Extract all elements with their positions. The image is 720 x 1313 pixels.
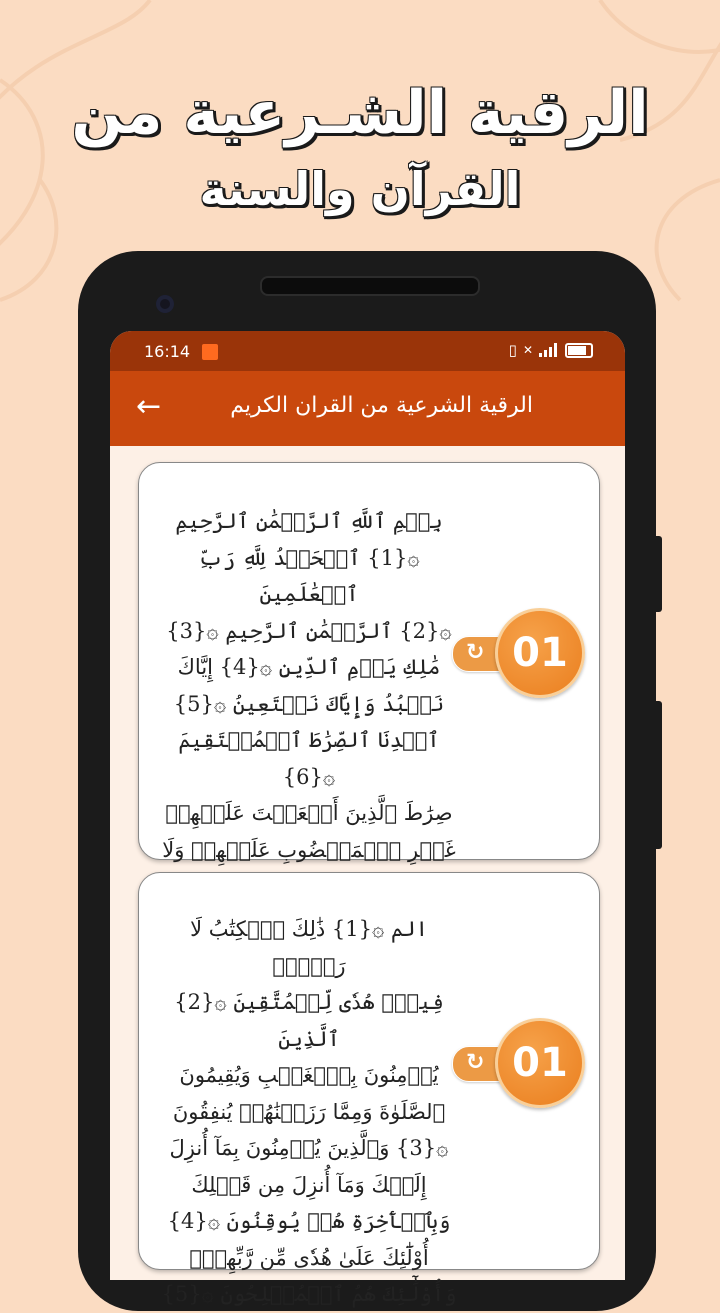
verse-line: ۞{1} ٱلۡحَمۡدُ لِلَّهِ رَبِّ ٱلۡعَٰلَمِينَ <box>198 545 420 606</box>
status-time: 16:14 <box>144 342 191 361</box>
phone-speaker <box>260 276 480 296</box>
verse-line: ٱلصَّلَوٰةَ وَمِمَّا رَزَقۡنَٰهُمۡ يُنفِقُونَ <box>172 1099 446 1124</box>
verse-line: مَٰلِكِ يَوۡمِ ٱلدِّينِ ۞{4} إِيَّاكَ <box>177 655 441 679</box>
verse-line: ٱهۡدِنَا ٱلصِّرَٰطَ ٱلۡمُسۡتَقِيمَ ۞{6} <box>178 728 440 789</box>
verse-line: غَيۡرِ ٱلۡمَغۡضُوبِ عَلَيۡهِمۡ وَلَا <box>162 837 456 862</box>
verse-line: نَعۡبُدُ وَإِيَّاكَ نَسۡتَعِينُ ۞{5} <box>173 691 445 716</box>
app-notification-icon <box>202 344 218 360</box>
status-icons <box>509 341 593 359</box>
status-bar <box>110 331 625 371</box>
verse-line: ۞{3} وَٱلَّذِينَ يُؤۡمِنُونَ بِمَآ أُنزِلَ <box>169 1136 449 1160</box>
volume-button <box>656 536 662 612</box>
signal-icon <box>539 343 559 357</box>
camera-icon <box>156 295 174 313</box>
arrow-left-icon[interactable]: ← <box>136 389 162 424</box>
verse-line: وَبِٱلۡأٓخِرَةِ هُمۡ يُوقِنُونَ ۞{4} <box>167 1209 451 1233</box>
power-button <box>656 701 662 849</box>
vibrate-icon: ▯ <box>508 341 517 359</box>
repeat-counter-badge[interactable] <box>452 608 582 698</box>
promo-title-line1: الرقية الشـرعية من <box>71 78 649 148</box>
verse-line: فِيهِۛ هُدٗى لِّلۡمُتَّقِينَ ۞{2} ٱلَّذِينَ <box>174 990 444 1051</box>
verse-line: الم ۞{1} ذَٰلِكَ ٱلۡكِتَٰبُ لَا رَيۡبَۛ <box>190 917 428 978</box>
repeat-counter-badge[interactable] <box>452 1018 582 1108</box>
card-verse-text <box>159 503 459 905</box>
verse-line: صِرَٰطَ ٱلَّذِينَ أَنۡعَمۡتَ عَلَيۡهِمۡ <box>165 801 453 825</box>
refresh-icon[interactable]: ↻ <box>466 1050 485 1075</box>
battery-icon <box>565 343 593 358</box>
card-verse-text <box>159 911 459 1313</box>
page-title: الرقية الشرعية من القران الكريم <box>230 393 533 418</box>
counter-circle[interactable]: 01 <box>495 608 585 698</box>
verse-line: إِلَيۡكَ وَمَآ أُنزِلَ مِن قَبۡلِكَ <box>191 1172 427 1197</box>
verse-line: وَأُوْلَٰٓئِكَ هُمُ ٱلۡمُفۡلِحُونَ ۞{5} <box>161 1282 457 1306</box>
verse-line: بِسۡمِ ٱللَّهِ ٱلرَّحۡمَٰنِ ٱلرَّحِيمِ <box>175 509 443 533</box>
promo-title-line2: القرآن والسنة <box>199 162 521 216</box>
verse-line: ۞{2} ٱلرَّحۡمَٰنِ ٱلرَّحِيمِ ۞{3} <box>166 618 452 643</box>
no-signal-icon: ✕ <box>522 343 533 357</box>
app-bar <box>110 371 625 446</box>
verse-line: أُوْلَٰٓئِكَ عَلَىٰ هُدٗى مِّن رَّبِّهِمۡۖ <box>189 1245 429 1270</box>
verse-line: يُؤۡمِنُونَ بِٱلۡغَيۡبِ وَيُقِيمُونَ <box>179 1063 439 1087</box>
counter-circle[interactable]: 01 <box>495 1018 585 1108</box>
refresh-icon[interactable]: ↻ <box>466 640 485 665</box>
